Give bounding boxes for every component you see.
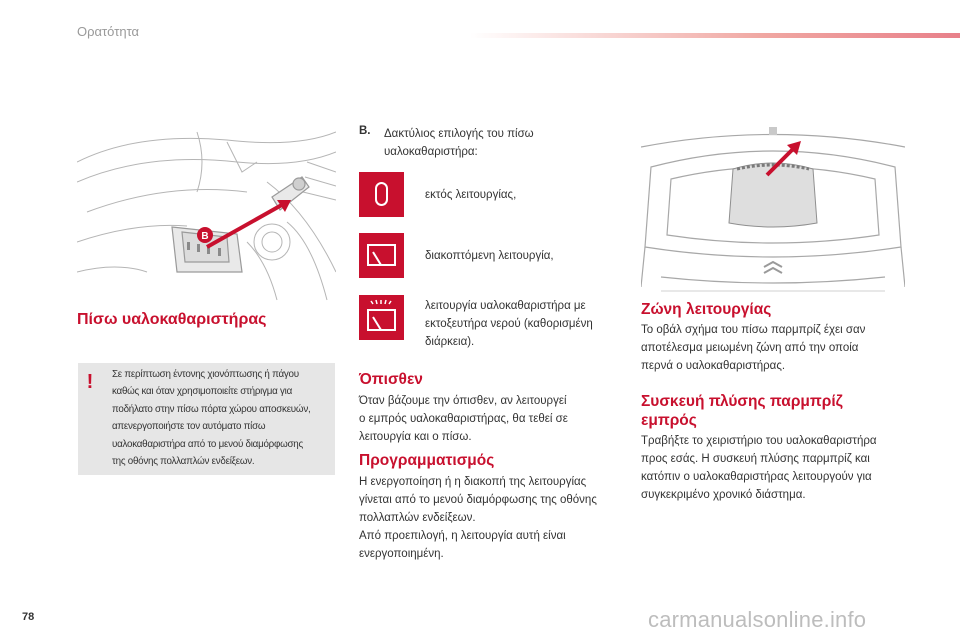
header-accent-bar	[470, 33, 960, 38]
watermark: carmanualsonline.info	[648, 607, 867, 632]
option-intermittent-text: διακοπτόμενη λειτουργία,	[425, 250, 554, 262]
b-description: Δακτύλιος επιλογής του πίσω υαλοκαθαριστήρα:	[384, 128, 534, 158]
callout-b-letter: B	[201, 231, 209, 242]
intermittent-wipe-icon	[359, 233, 404, 278]
b-label: B.	[359, 125, 371, 137]
operating-zone-heading: Ζώνη λειτουργίας	[641, 301, 772, 318]
warning-text: Σε περίπτωση έντονης χιονόπτωσης ή πάγου καθώς και όταν χρησιμοποιείτε στήριγμα για ποδήλατο στην πίσω πόρτα χώρου αποσκευών, απενεργοποιήστε τον αυτόματο πίσω υαλοκαθαριστήρα από το μενού διαμόρφωσης της οθόνης πολλαπλών ενδείξεων.	[112, 369, 311, 468]
option-off-text: εκτός λειτουργίας,	[425, 189, 517, 201]
wiper-stalk-illustration	[77, 122, 336, 302]
reverse-heading: Όπισθεν	[359, 371, 423, 388]
reverse-text: Όταν βάζουμε την όπισθεν, αν λειτουργεί ο εμπρός υαλοκαθαριστήρας, θα τεθεί σε λειτουργία και ο πίσω.	[359, 395, 568, 443]
off-position-icon	[359, 172, 404, 217]
option-wipe-wash-text: λειτουργία υαλοκαθαριστήρα με εκτοξευτήρα νερού (καθορισμένη διάρκεια).	[425, 300, 593, 348]
operating-zone-text: Το οβάλ σχήμα του πίσω παρμπρίζ έχει σαν αποτέλεσμα μειωμένη ζώνη από την οποία περνά ο υαλοκαθαριστήρας.	[641, 324, 866, 372]
wipe-wash-icon	[359, 295, 404, 340]
front-washer-heading: Συσκευή πλύσης παρμπρίζ εμπρός	[641, 393, 843, 429]
programming-text: Η ενεργοποίηση ή η διακοπή της λειτουργίας γίνεται από το μενού διαμόρφωσης της οθόνης πολλαπλών ενδείξεων. Από προεπιλογή, η λειτουργία αυτή είναι ενεργοποιημένη.	[359, 476, 597, 560]
programming-heading: Προγραμματισμός	[359, 452, 495, 469]
page-number: 78	[22, 611, 35, 623]
rear-wiper-heading: Πίσω υαλοκαθαριστήρας	[77, 311, 267, 328]
exclamation-icon: !	[86, 371, 94, 393]
rear-window-illustration	[641, 127, 905, 292]
section-title: Ορατότητα	[77, 24, 140, 39]
front-washer-text: Τραβήξτε το χειριστήριο του υαλοκαθαριστήρα προς εσάς. Η συσκευή πλύσης παρμπρίζ και κατόπιν ο υαλοκαθαριστήρας λειτουργούν για συγκεκριμένο χρονικό διάστημα.	[641, 435, 877, 501]
